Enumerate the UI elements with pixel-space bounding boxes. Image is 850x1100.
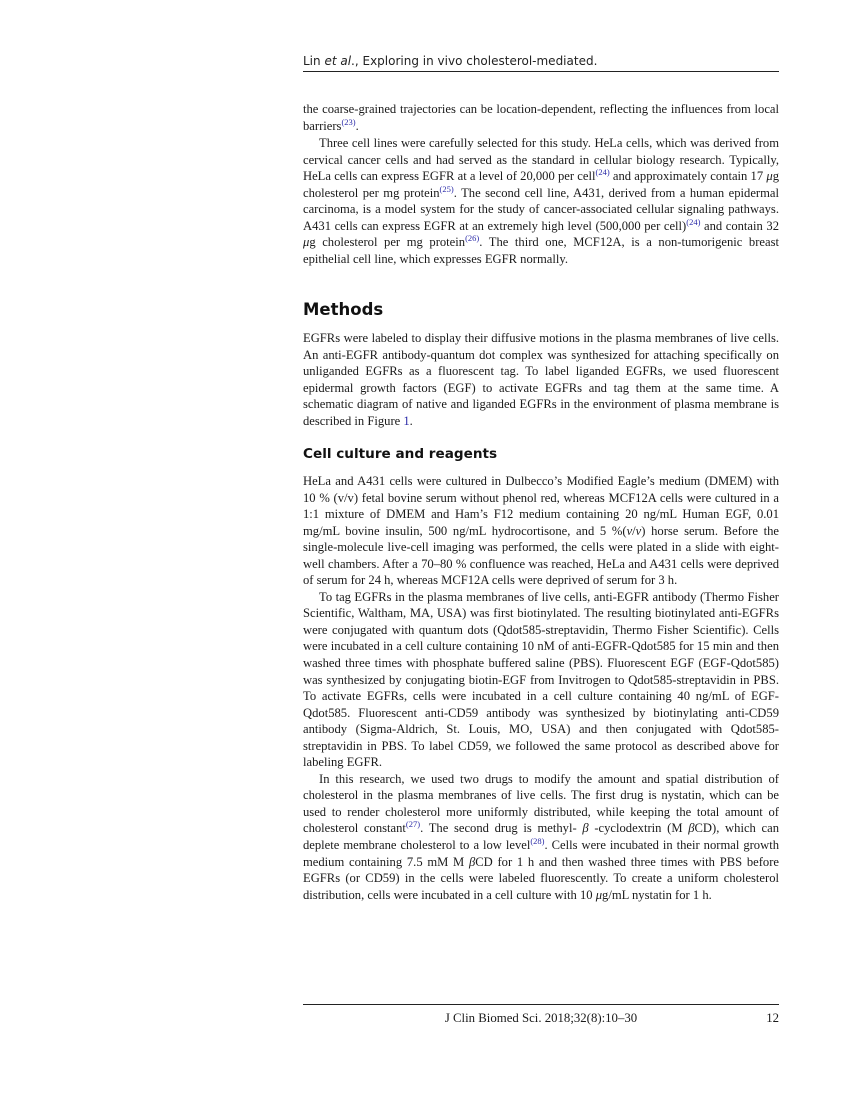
beta-symbol: β [688, 821, 695, 836]
citation-28[interactable]: (28) [530, 836, 545, 847]
cc-p1-v1: v [626, 523, 633, 538]
cell-culture-paragraph-3 [303, 771, 779, 903]
cc-p3-g: g/mL nystatin for 1 h. [602, 887, 712, 902]
intro-p2-b: and approximately contain 17 [609, 169, 767, 184]
citation-26[interactable]: (26) [465, 233, 480, 244]
citation-24-b[interactable]: (24) [686, 216, 701, 227]
page-footer [303, 1004, 779, 1025]
intro-p2-c: g cholesterol per mg protein [303, 169, 780, 200]
footer-page-number: 12 [766, 1011, 779, 1025]
beta-symbol: β [582, 821, 589, 836]
methods-heading: Methods [303, 300, 384, 319]
cc-p1-slash: / [632, 523, 636, 538]
cc-p1-b: ) horse serum. Before the single-molecule live-cell imaging was performed, the cells were plated in a slide with eight-well chambers. After a 70–80 % confluence was reached, HeLa and A431 cells were deprived of serum for 24 h, whereas MCF12A cells were deprived of serum for 3 h. [303, 523, 779, 588]
mu-symbol: μ [766, 169, 773, 184]
citation-25[interactable]: (25) [439, 183, 454, 194]
intro-paragraph-1 [303, 101, 779, 134]
intro-p1-text: the coarse-grained trajectories can be location-dependent, reflecting the influences from local barriers [303, 102, 779, 133]
citation-23[interactable]: (23) [341, 116, 356, 127]
intro-p2-e: and contain 32 [700, 218, 779, 233]
beta-symbol: β [468, 854, 476, 869]
intro-p2-d: . The second cell line, A431, derived from a human epidermal carcinoma, is a model system for the study of cancer-associated cellular signaling pathways. A431 cells can express EGFR at an extremely high level (500,000 per cell) [303, 185, 779, 233]
intro-p1-end: . [355, 118, 359, 133]
methods-p1-text: EGFRs were labeled to display their diffusive motions in the plasma membranes of live cells. An anti-EGFR antibody-quantum dot complex was synthesized for attaching specifically on unliganded EGFRs as a fluorescent tag. To label liganded EGFRs, we used fluorescent epidermal growth factors (EGF) to activate EGFRs and tag them at the same time. A schematic diagram of native and liganded EGFRs in the environment of plasma membrane is described in Figure [303, 331, 779, 428]
footer-journal-citation: J Clin Biomed Sci. 2018;32(8):10–30 [444, 1011, 638, 1025]
cell-culture-heading: Cell culture and reagents [303, 446, 498, 462]
mu-symbol: μ [595, 887, 603, 902]
cc-p3-e: . Cells were incubated in their normal growth medium containing 7.5 mM M [303, 838, 779, 869]
cc-p1-a: HeLa and A431 cells were cultured in Dulbecco’s Modified Eagle’s medium (DMEM) with 10 % (v/v) fetal bovine serum without phenol red, whereas MCF12A cells were cultured in a 1:1 mixture of DMEM and Ham’s F12 medium containing 20 ng/mL Human EGF, 0.01 mg/mL bovine insulin, 500 ng/mL hydrocortisone, and 5 %( [303, 474, 779, 538]
citation-27[interactable]: (27) [405, 819, 421, 830]
cell-culture-block [303, 473, 779, 903]
running-head-title: ., Exploring in vivo cholesterol-mediated. [351, 54, 598, 68]
intro-p2-g: . The third one, MCF12A, is a non-tumorigenic breast epithelial cell line, which expresses EGFR normally. [303, 235, 779, 266]
running-head-author: Lin [303, 54, 325, 68]
figure-1-link[interactable]: 1 [403, 413, 410, 428]
cc-p3-a: In this research, we used two drugs to modify the amount and spatial distribution of cholesterol in the plasma membranes of live cells. The first drug is nystatin, which can be used to render cholesterol more uniformly distributed, while keeping the total amount of cholesterol constant [303, 771, 779, 836]
running-head-et-al: et al [324, 54, 352, 68]
cc-p3-c: -cyclodextrin (M [588, 821, 689, 836]
intro-p2-a: Three cell lines were carefully selected for this study. HeLa cells, which was derived from cervical cancer cells and had served as the standard in cellular biology research. Typically, HeLa cells can express EGFR at a level of 20,000 per cell [303, 136, 779, 184]
cell-culture-paragraph-2: To tag EGFRs in the plasma membranes of live cells, anti-EGFR antibody (Thermo Fisher Scientific, Waltham, MA, USA) was first biotinylated. The resulting biotinylated anti-EGFRs were conjugated with quantum dots (Qdot585-streptavidin, Thermo Fisher Scientific). Cells were incubated in a cell culture containing 10 nM of anti-EGFR-Qdot585 for 15 min and then washed three times with phosphate buffered saline (PBS). Fluorescent EGF (EGF-Qdot585) was synthesized by conjugating biotin-EGF from Invitrogen to Qdot585-streptavidin in PBS. To activate EGFRs, cells were incubated in a cell culture containing 40 ng/mL of EGF-Qdot585. Fluorescent anti-CD59 antibody was synthesized by biotinylating anti-CD59 antibody (Sigma-Aldrich, St. Louis, MO, USA) and then conjugated with Qdot585-streptavidin in PBS. To label CD59, we followed the same protocol as described above for labeling EGFR. [303, 589, 779, 770]
citation-24[interactable]: (24) [595, 167, 610, 178]
cc-p3-f: CD for 1 h and then washed three times with PBS before EGFRs (or CD59) in the cells were labeled fluorescently. To create a uniform cholesterol distribution, cells were incubated in a cell culture with 10 [303, 854, 779, 902]
cc-p3-b: . The second drug is methyl- [420, 821, 583, 836]
intro-block [303, 101, 779, 267]
methods-p1-end: . [409, 413, 413, 428]
intro-paragraph-2 [303, 135, 779, 267]
running-head [303, 54, 779, 72]
methods-block [303, 330, 779, 429]
cell-culture-paragraph-1 [303, 473, 779, 589]
cc-p3-d: CD), which can deplete membrane cholesterol to a low level [303, 821, 779, 853]
cc-p1-v2: v [635, 523, 642, 538]
intro-p2-f: g cholesterol per mg protein [309, 235, 466, 250]
methods-paragraph-1 [303, 330, 779, 429]
mu-symbol: μ [303, 235, 310, 250]
